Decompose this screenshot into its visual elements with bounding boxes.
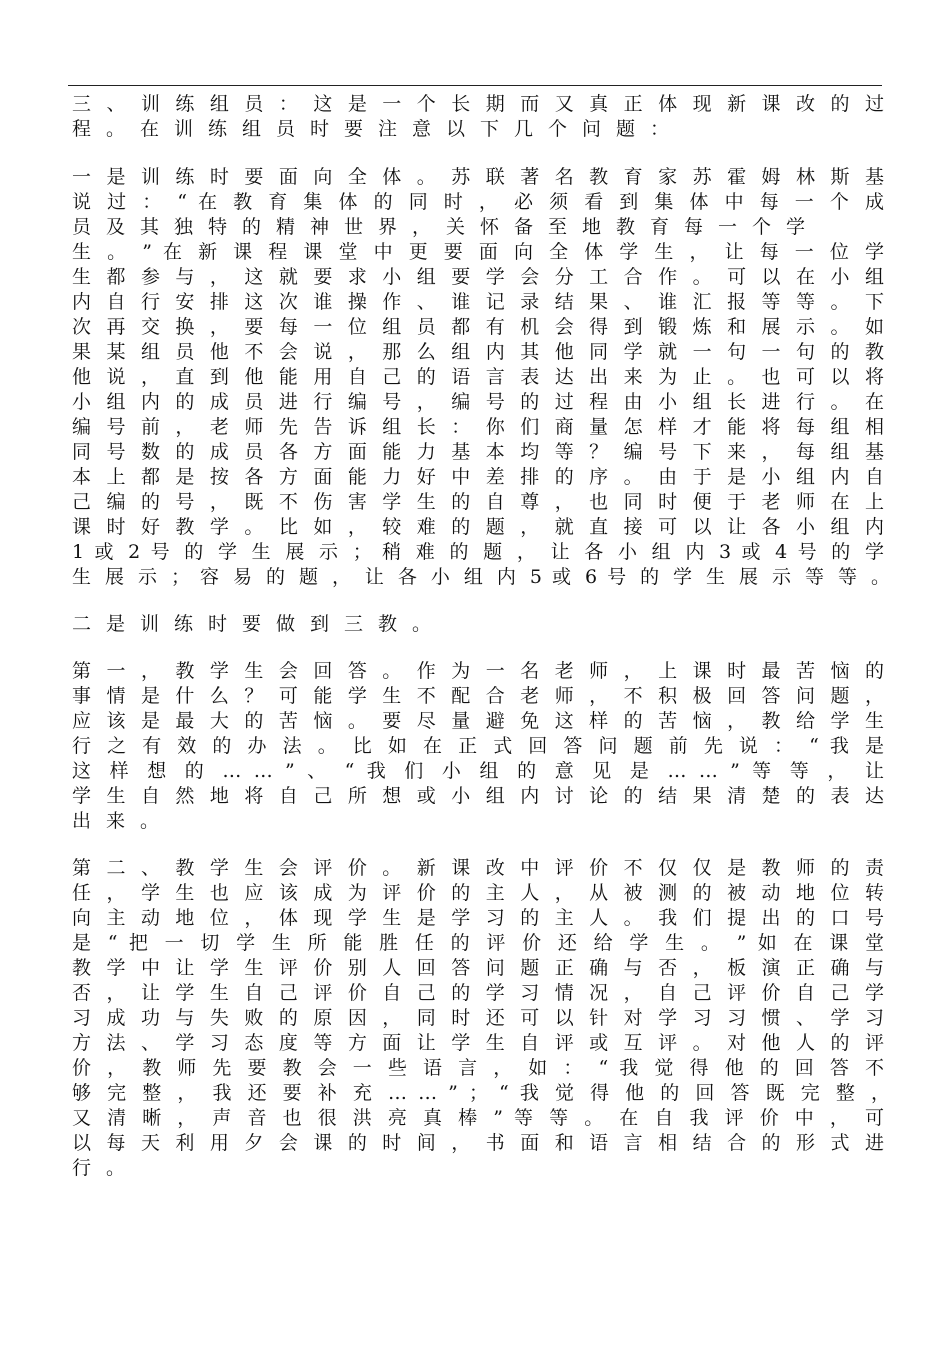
text-line: 学 生 自 然 地 将 自 己 所 想 或 小 组 内 讨 论 的 结 果 清 楚 的 表 达 bbox=[72, 785, 884, 807]
text-line: 小 组 内 的 成 员 进 行 编 号 ， 编 号 的 过 程 由 小 组 长 进 行 。 在 bbox=[72, 391, 884, 413]
paragraph-teach-evaluation bbox=[72, 856, 890, 1181]
text-line: 说 过 ： “ 在 教 育 集 体 的 同 时 ， 必 须 看 到 集 体 中 每 一 个 成 bbox=[72, 191, 884, 213]
text-line: 课 时 好 教 学 。 比 如 ， 较 难 的 题 ， 就 直 接 可 以 让 各 小 组 内 bbox=[72, 516, 884, 538]
text-line: 员及其独特的精神世界，关怀备至地教育每一个学 bbox=[72, 216, 821, 238]
text-line: 任 ， 学 生 也 应 该 成 为 评 价 的 主 人 ， 从 被 测 的 被 动 地 位 转 bbox=[72, 882, 884, 904]
text-line: 习 成 功 与 失 败 的 原 因 ， 同 时 还 可 以 针 对 学 习 习 惯 、 学 习 bbox=[72, 1007, 884, 1029]
paragraph-three-teachings bbox=[72, 612, 884, 637]
text-line: 一 是 训 练 时 要 面 向 全 体 。 苏 联 著 名 教 育 家 苏 霍 姆 林 斯 基 bbox=[72, 166, 884, 188]
text-line: 这 样 想 的 … … ” 、 “ 我 们 小 组 的 意 见 是 … … ” 等 等 ， 让 bbox=[72, 760, 884, 782]
text-line: 1 或 2 号 的 学 生 展 示 ； 稍 难 的 题 ， 让 各 小 组 内 3 或 4 号 的 学 bbox=[72, 541, 884, 563]
text-line: 己 编 的 号 ， 既 不 伤 害 学 生 的 自 尊 ， 也 同 时 便 于 老 师 在 上 bbox=[72, 491, 884, 513]
text-line: 是 “ 把 一 切 学 生 所 能 胜 任 的 评 价 还 给 学 生 。 ” 如 在 课 堂 bbox=[72, 932, 884, 954]
text-line: 应 该 是 最 大 的 苦 恼 。 要 尽 量 避 免 这 样 的 苦 恼 ， 教 给 学 生 bbox=[72, 710, 884, 732]
text-line: 否 ， 让 学 生 自 己 评 价 自 己 的 学 习 情 况 ， 自 己 评 价 自 己 学 bbox=[72, 982, 884, 1004]
document-body bbox=[72, 92, 890, 1181]
text-line: 本 上 都 是 按 各 方 面 能 力 好 中 差 排 的 序 。 由 于 是 小 组 内 自 bbox=[72, 466, 884, 488]
text-line: 他 说 ， 直 到 他 能 用 自 己 的 语 言 表 达 出 来 为 止 。 也 可 以 将 bbox=[72, 366, 884, 388]
text-line: 生 都 参 与 ， 这 就 要 求 小 组 要 学 会 分 工 合 作 。 可 以 在 小 组 bbox=[72, 266, 884, 288]
text-line: 行。 bbox=[72, 1157, 141, 1179]
text-line: 出来。 bbox=[72, 810, 175, 832]
text-line: 内 自 行 安 排 这 次 谁 操 作 、 谁 记 录 结 果 、 谁 汇 报 等 等 。 下 bbox=[72, 291, 884, 313]
text-line: 生 展 示 ； 容 易 的 题 ， 让 各 小 组 内 5 或 6 号 的 学 生 展 示 等 等 。 bbox=[72, 566, 890, 588]
text-line: 第 二 、 教 学 生 会 评 价 。 新 课 改 中 评 价 不 仅 仅 是 教 师 的 责 bbox=[72, 857, 884, 879]
text-line: 生 。 ” 在 新 课 程 课 堂 中 更 要 面 向 全 体 学 生 ， 让 每 一 位 学 bbox=[72, 241, 884, 263]
text-line: 次 再 交 换 ， 要 每 一 位 组 员 都 有 机 会 得 到 锻 炼 和 展 示 。 如 bbox=[72, 316, 884, 338]
text-line: 行 之 有 效 的 办 法 。 比 如 在 正 式 回 答 问 题 前 先 说 ： “ 我 是 bbox=[72, 735, 884, 757]
text-line: 又 清 晰 ， 声 音 也 很 洪 亮 真 棒 ” 等 等 。 在 自 我 评 价 中 ， 可 bbox=[72, 1107, 884, 1129]
text-line: 程。在训练组员时要注意以下几个问题： bbox=[72, 118, 685, 140]
text-line: 以 每 天 利 用 夕 会 课 的 时 间 ， 书 面 和 语 言 相 结 合 的 形 式 进 bbox=[72, 1132, 884, 1154]
text-line: 价 ， 教 师 先 要 教 会 一 些 语 言 ， 如 ： “ 我 觉 得 他 的 回 答 不 bbox=[72, 1057, 884, 1079]
text-line: 二是训练时要做到三教。 bbox=[72, 613, 447, 635]
text-line: 方 法 、 学 习 态 度 等 方 面 让 学 生 自 评 或 互 评 。 对 他 人 的 评 bbox=[72, 1032, 884, 1054]
text-line: 教 学 中 让 学 生 评 价 别 人 回 答 问 题 正 确 与 否 ， 板 演 正 确 与 bbox=[72, 957, 884, 979]
text-line: 第 一 ， 教 学 生 会 回 答 。 作 为 一 名 老 师 ， 上 课 时 最 苦 恼 的 bbox=[72, 660, 884, 682]
text-line: 果 某 组 员 他 不 会 说 ， 那 么 组 内 其 他 同 学 就 一 句 一 句 的 教 bbox=[72, 341, 884, 363]
text-line: 向 主 动 地 位 ， 体 现 学 生 是 学 习 的 主 人 。 我 们 提 出 的 口 号 bbox=[72, 907, 884, 929]
paragraph-training-intro bbox=[72, 92, 884, 142]
text-line: 事 情 是 什 么 ？ 可 能 学 生 不 配 合 老 师 ， 不 积 极 回 答 问 题 ， bbox=[72, 685, 884, 707]
paragraph-face-everyone bbox=[72, 165, 890, 590]
text-line: 编 号 前 ， 老 师 先 告 诉 组 长 ： 你 们 商 量 怎 样 才 能 将 每 组 相 bbox=[72, 416, 884, 438]
paragraph-teach-answering bbox=[72, 659, 884, 834]
text-line: 同 号 数 的 成 员 各 方 面 能 力 基 本 均 等 ？ 编 号 下 来 ， 每 组 基 bbox=[72, 441, 884, 463]
text-line: 三 、 训 练 组 员 ： 这 是 一 个 长 期 而 又 真 正 体 现 新 课 改 的 过 bbox=[72, 93, 884, 115]
header-rule bbox=[68, 85, 882, 86]
text-line: 够 完 整 ， 我 还 要 补 充 … … ” ； “ 我 觉 得 他 的 回 答 既 完 整 ， bbox=[72, 1082, 890, 1104]
